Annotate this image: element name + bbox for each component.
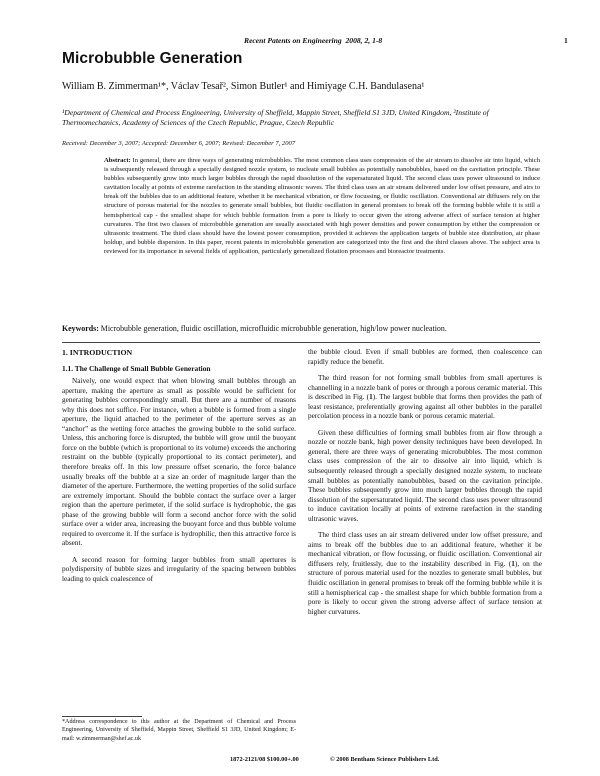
received-dates: Received: December 3, 2007; Accepted: December 6, 2007; Revised: December 7, 2007	[62, 140, 296, 147]
footnote-divider	[62, 716, 142, 717]
abstract	[104, 156, 540, 256]
running-header-journal: Recent Patents on Engineering 2008, 2, 1-8	[244, 36, 383, 45]
article-title: Microbubble Generation	[62, 50, 243, 67]
keywords	[62, 324, 542, 333]
abstract-text: In general, there are three ways of generating microbubbles. The most common class uses compression of the air stream to dissolve air into liquid, which is subsequently released through a specially designed nozzle system, to nucleate small bubbles as potentially nanobubbles, based on the cavitation principle. These bubbles subsequently grow into much larger bubbles through the rapid dissolution of the supersaturated liquid. The second class uses power ultrasound to induce cavitation locally at points of extreme rarefaction in the standing ultrasonic waves. The third class uses an air stream delivered under low offset pressure, and airs to break off the bubbles due to an additional feature, whether it be mechanical vibration, or flow focussing, or fluidic oscillation. Conventional air diffusers rely on the structure of porous material for the nozzles to generate small bubbles, but fluidic oscillation in general promises to break off the forming bubble while it is still a hemispherical cap - the smallest shape for which bubble formation from a pore is likely to occur given the strong adverse affect of surface tension at higher curvatures. The first two classes of microbubble generation are usually associated with high power densities and power consumption by either the compression or ultrasonic treatment. The third class should have the lowest power consumption, provided it achieves the application targets of bubble size distribution, air phase holdup, and bubble dispersion. In this paper, recent patents in microbubble generation are categorized into the first and the third classes above. The subject area is reviewed for its importance in several fields of application, particularly generalized flotation processes and bioreactor treatments.	[104, 157, 540, 255]
figure-ref[interactable]: 1	[369, 393, 373, 402]
copyright: © 2008 Bentham Science Publishers Ltd.	[330, 756, 440, 763]
issn-price: 1872-2121/08 $100.00+.00	[230, 756, 299, 763]
paragraph-4: The third reason for not forming small bubbles from small apertures is channelling in a nozzle bank of pores or through a porous ceramic material. This is described in Fig. (1). The largest bubble that forms then provides the path of least resistance, preferentially growing against all other bubbles in the parallel percolation process in a nozzle bank or porous ceramic material.	[308, 374, 542, 421]
page-number: 1	[564, 36, 568, 45]
running-header-volume: 2008, 2, 1-8	[345, 36, 383, 45]
abstract-label: Abstract:	[104, 157, 131, 164]
correspondence-footnote: *Address correspondence to this author at the Department of Chemical and Process Engineering, University of Sheffield, Mappin Street, Sheffield S1 3JD, United Kingdom; E-mail: w.zimmerman@shef.ac.uk	[62, 719, 296, 742]
paragraph-2: A second reason for forming larger bubbles from small apertures is polydispersity of bubble sizes and irregularity of the spacing between bubbles leading to quick coalescence of	[62, 555, 296, 584]
paragraph-5: Given these difficulties of forming small bubbles from air flow through a nozzle or nozzle bank, high power density techniques have been developed. In general, there are three ways of generating microbubbles. The most common class uses compression of the air to dissolve air into liquid, which is subsequently released through a specially designed nozzle system, to nucleate small bubbles as potentially nanobubbles, based on the cavitation principle. These bubbles subsequently grow into much larger bubbles through the rapid dissolution of the supersaturated liquid. The second class uses power ultrasound to induce cavitation locally at points of extreme rarefaction in the standing ultrasonic waves.	[308, 428, 542, 523]
keywords-text: Microbubble generation, fluidic oscillation, microfluidic microbubble generation, high/low power nucleation.	[98, 324, 447, 333]
left-column	[62, 348, 296, 585]
section-heading: 1. INTRODUCTION	[62, 348, 133, 357]
affiliations: ¹Department of Chemical and Process Engineering, University of Sheffield, Mappin Street, Sheffield S1 3JD, United Kingdom, ²Institute of Thermomechanics, Academy of Sciences of the Czech Republic, Prague, Czech Republic	[62, 108, 489, 127]
paragraph-6: The third class uses an air stream delivered under low offset pressure, and aims to break off the bubbles due to an additional feature, whether it be mechanical vibration, or flow focussing, or fluidic oscillation. Conventional air diffusers rely, fruitlessly, due to the instability described in Fig. (1), on the structure of porous material used for the nozzles to generate small bubbles, but fluidic oscillation in general promises to break off the forming bubble while it is still a hemispherical cap - the smallest shape for which bubble formation from a pore is likely to occur given the strong adverse affect of surface tension at higher curvatures.	[308, 531, 543, 616]
paragraph-1: Naively, one would expect that when blowing small bubbles through an aperture, making the aperture as small as possible would be sufficient for generating bubbles correspondingly small. But there are a number of reasons why this does not suffice. For instance, when a bubble is formed from a single aperture, the liquid attached to the perimeter of the aperture serves as an “anchor” as the wetting force attaches the growing bubble to the solid surface. Unless, this anchoring force is disrupted, the bubble will grow until the buoyant force on the bubble (which is proportional to its volume) exceeds the anchoring restraint on the bubble (typically proportional to its contact perimeter), and therefore breaks off. In this low pressure offset scenario, the force balance usually breaks off the bubble at a size an order of magnitude larger than the diameter of the aperture. Furthermore, the wetting properties of the solid surface are extremely important. Should the bubble contact the surface over a larger region than the aperture perimeter, if the solid surface is hydrophobic, the gas phase of the growing bubble will form a second anchor force with the solid surface over a wider area, increasing the buoyant force and thus bubble volume required to overcome it. If the surface is hydrophilic, then this attractive force is absent.	[62, 377, 296, 548]
figure-ref[interactable]: 1	[511, 559, 515, 568]
author-list: William B. Zimmerman¹*, Václav Tesař², Simon Butler¹ and Himiyage C.H. Bandulasena¹	[62, 81, 425, 92]
paragraph-3: the bubble cloud. Even if small bubbles are formed, then coalescence can rapidly reduce the benefit.	[308, 348, 542, 366]
right-column	[308, 348, 542, 617]
keywords-label: Keywords:	[62, 324, 99, 333]
section-divider	[62, 342, 540, 343]
subsection-heading: 1.1. The Challenge of Small Bubble Generation	[62, 363, 211, 373]
